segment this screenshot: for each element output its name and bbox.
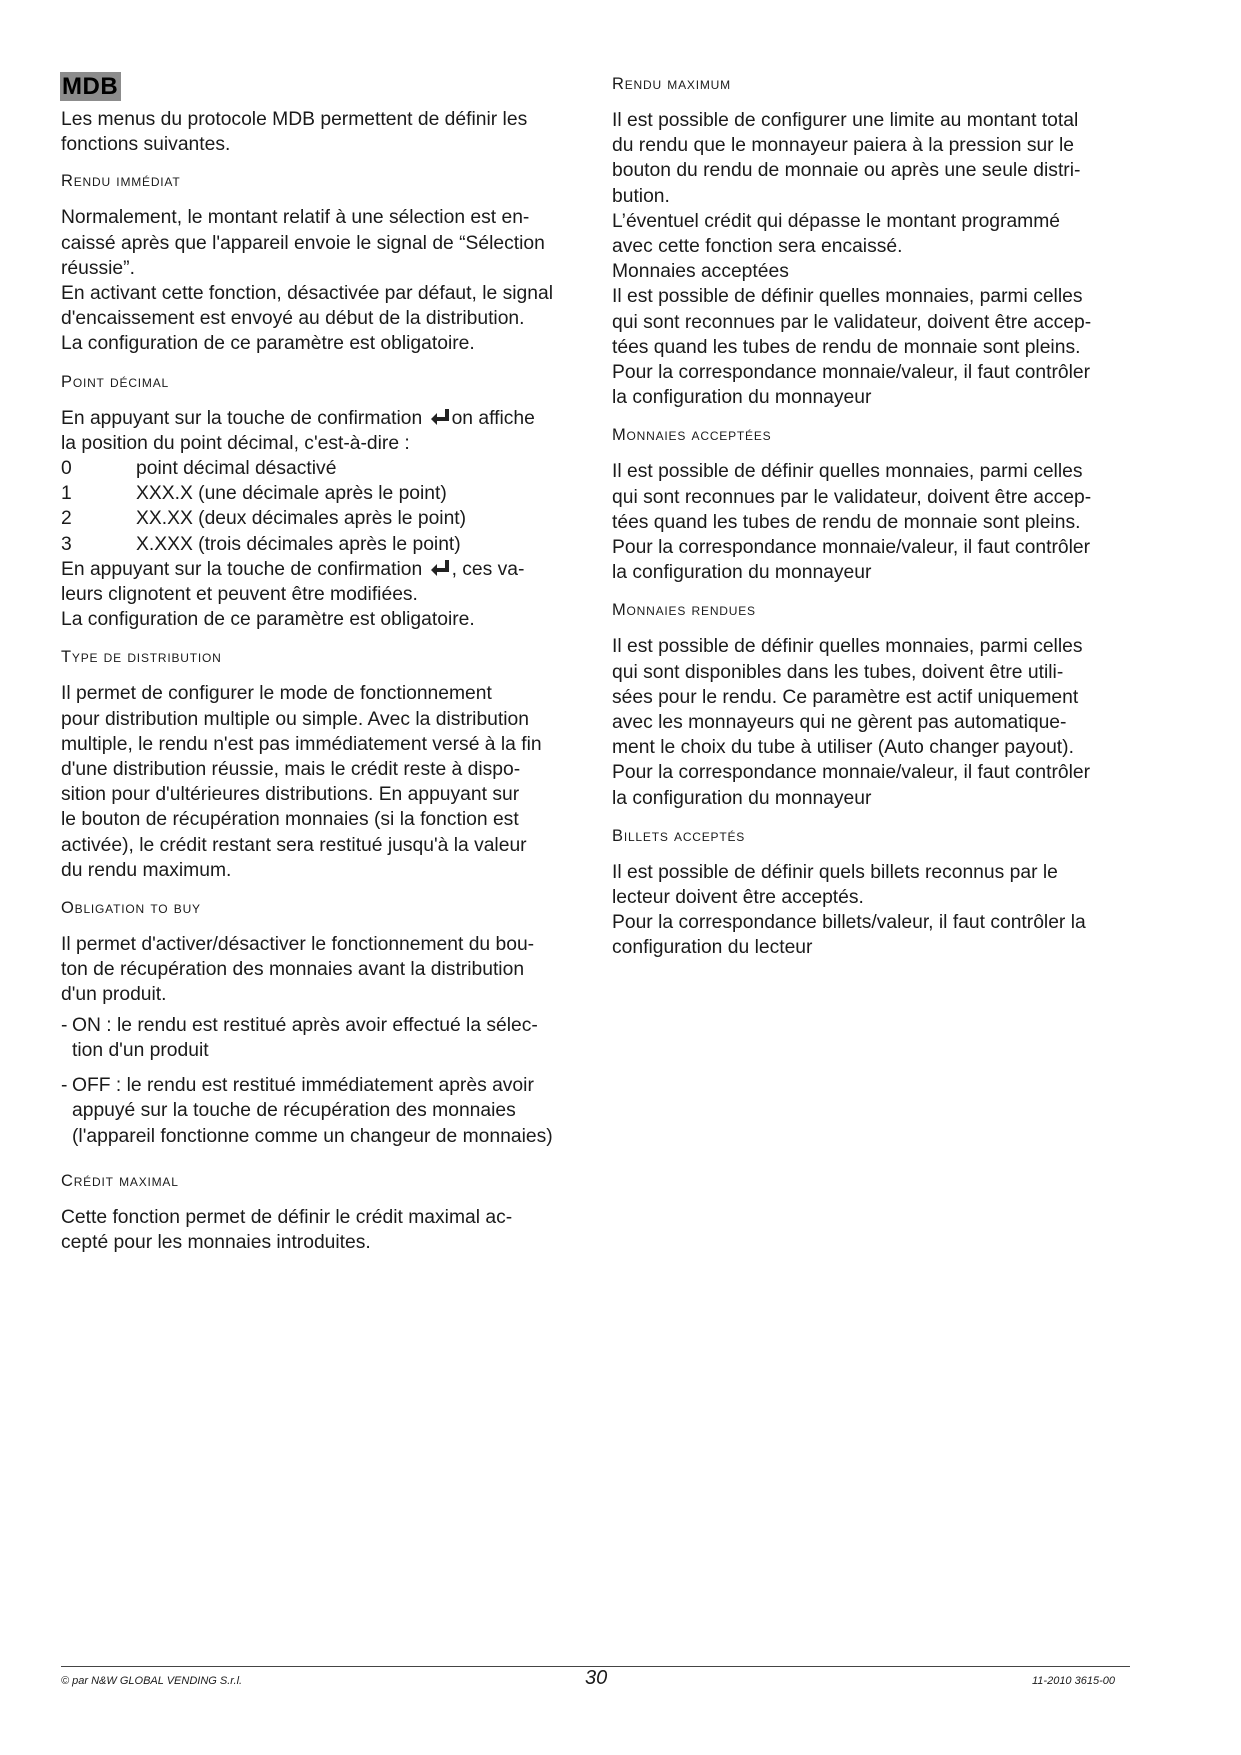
text-fragment: , ces va- [451,558,525,580]
text-line: ment le choix du tube à utiliser (Auto changer payout). [612,737,1074,759]
text-line: leurs clignotent et peuvent être modifiées. [61,584,418,606]
intro-line: Les menus du protocole MDB permettent de définir les [61,109,528,130]
text-line: ton de récupération des monnaies avant la distribution [61,959,525,981]
text-line: Cette fonction permet de définir le crédit maximal ac- [61,1206,513,1228]
heading-credit-maximal: Crédit maximal [61,1171,179,1190]
text-line: du rendu que le monnayeur paiera à la pression sur le [612,135,1074,157]
text-line: sées pour le rendu. Ce paramètre est actif uniquement [612,686,1079,708]
text-line: avec cette fonction sera encaissé. [612,236,903,258]
text-line: tées quand les tubes de rendu de monnaie sont pleins. [612,336,1081,358]
text-line: d'encaissement est envoyé au début de la distribution. [61,308,525,330]
text-line: activée), le crédit restant sera restitué jusqu'à la valeur [61,834,527,856]
text-line: Il est possible de définir quelles monnaies, parmi celles [612,636,1083,658]
text-line: Il est possible de définir quelles monnaies, parmi celles [612,461,1083,483]
text-line: Pour la correspondance monnaie/valeur, il faut contrôler [612,537,1091,559]
list-item [61,532,581,557]
footer-doc-code: 11-2010 3615-00 [1032,1675,1115,1687]
text-line: Il est possible de définir quels billets reconnus par le [612,861,1058,883]
page-title: MDB [60,72,121,101]
text-line: L’éventuel crédit qui dépasse le montant programmé [612,210,1061,232]
text-line: tion d'un produit [72,1039,209,1061]
text-fragment: En appuyant sur la touche de confirmation [61,407,423,429]
right-column [612,68,1132,961]
text-line: avec les monnayeurs qui ne gèrent pas automatique- [612,712,1067,734]
heading-rendu-maximum: Rendu maximum [612,75,731,93]
text-line: d'un produit. [61,984,167,1006]
text-line [61,406,581,431]
text-line: caissé après que l'appareil envoie le signal de “Sélection [61,232,545,254]
text-line: ON : le rendu est restitué après avoir effectué la sélec- [72,1014,538,1036]
text-line: La configuration de ce paramètre est obligatoire. [61,333,475,355]
text-line: la configuration du monnayeur [612,787,872,809]
text-line: Il permet d'activer/désactiver le fonctionnement du bou- [61,934,535,956]
text-line: configuration du lecteur [612,937,813,959]
heading-monnaies-acceptees: Monnaies acceptées [612,426,772,445]
text-line: la position du point décimal, c'est-à-dire : [61,432,410,454]
text-line: qui sont reconnues par le validateur, doivent être accep- [612,486,1092,508]
text-line: appuyé sur la touche de récupération des monnaies [72,1100,516,1122]
heading-rendu-immediat: Rendu immédiat [61,172,181,191]
text-line: cepté pour les monnaies introduites. [61,1231,371,1253]
text-line: pour distribution multiple ou simple. Avec la distribution [61,708,529,730]
text-line: Pour la correspondance billets/valeur, il faut contrôler la [612,912,1086,934]
text-line: bouton du rendu de monnaie ou après une seule distri- [612,160,1081,182]
heading-obligation-to-buy: Obligation to buy [61,899,201,918]
item-number: 0 [61,458,72,480]
list-item [61,456,581,481]
text-line: Pour la correspondance monnaie/valeur, il faut contrôler [612,762,1091,784]
enter-key-icon [430,407,450,427]
item-text: X.XXX (trois décimales après le point) [136,533,461,555]
text-line: réussie”. [61,257,135,279]
text-line: Monnaies acceptées [612,261,789,283]
text-fragment: En appuyant sur la touche de confirmation [61,558,423,580]
text-line: la configuration du monnayeur [612,387,872,409]
text-line: qui sont reconnues par le validateur, doivent être accep- [612,311,1092,333]
left-column [61,68,581,1255]
enter-key-icon [430,558,450,578]
bullet-off [61,1073,581,1149]
bullet-dash: - [61,1075,68,1097]
text-line: Il permet de configurer le mode de fonctionnement [61,683,492,705]
text-line: Il est possible de définir quelles monnaies, parmi celles [612,286,1083,308]
bullet-on [61,1013,581,1063]
heading-monnaies-rendues: Monnaies rendues [612,601,756,620]
text-line: Normalement, le montant relatif à une sélection est en- [61,207,530,229]
text-line: la configuration du monnayeur [612,562,872,584]
list-item [61,506,581,531]
footer-copyright: © par N&W GLOBAL VENDING S.r.l. [61,1675,243,1687]
text-fragment: on affiche [451,407,535,429]
text-line: Pour la correspondance monnaie/valeur, il faut contrôler [612,362,1091,384]
item-text: XX.XX (deux décimales après le point) [136,508,467,530]
text-line: sition pour d'ultérieures distributions. En appuyant sur [61,784,520,806]
text-line: OFF : le rendu est restitué immédiatement après avoir [72,1075,534,1097]
text-line: d'une distribution réussie, mais le crédit reste à dispo- [61,759,521,781]
intro-line: fonctions suivantes. [61,134,231,156]
text-line: bution. [612,185,670,207]
heading-billets-acceptes: Billets acceptés [612,826,746,845]
text-line: En activant cette fonction, désactivée par défaut, le signal [61,283,553,305]
item-number: 2 [61,508,72,530]
bullet-dash: - [61,1014,68,1036]
text-line: La configuration de ce paramètre est obligatoire. [61,609,475,631]
text-line [61,557,581,582]
text-line: (l'appareil fonctionne comme un changeur de monnaies) [72,1125,553,1147]
text-line: le bouton de récupération monnaies (si la fonction est [61,809,519,831]
text-line: lecteur doivent être acceptés. [612,887,864,909]
item-text: XXX.X (une décimale après le point) [136,483,447,505]
heading-type-distribution: Type de distribution [61,648,222,667]
item-number: 1 [61,483,72,505]
text-line: tées quand les tubes de rendu de monnaie sont pleins. [612,511,1081,533]
item-number: 3 [61,533,72,555]
text-line: Il est possible de configurer une limite au montant total [612,110,1079,131]
heading-point-decimal: Point décimal [61,372,170,391]
list-item [61,481,581,506]
text-line: multiple, le rendu n'est pas immédiatement versé à la fin [61,733,542,755]
item-text: point décimal désactivé [136,458,337,480]
page-number: 30 [585,1667,608,1689]
text-line: qui sont disponibles dans les tubes, doivent être utili- [612,661,1064,683]
text-line: du rendu maximum. [61,859,232,881]
